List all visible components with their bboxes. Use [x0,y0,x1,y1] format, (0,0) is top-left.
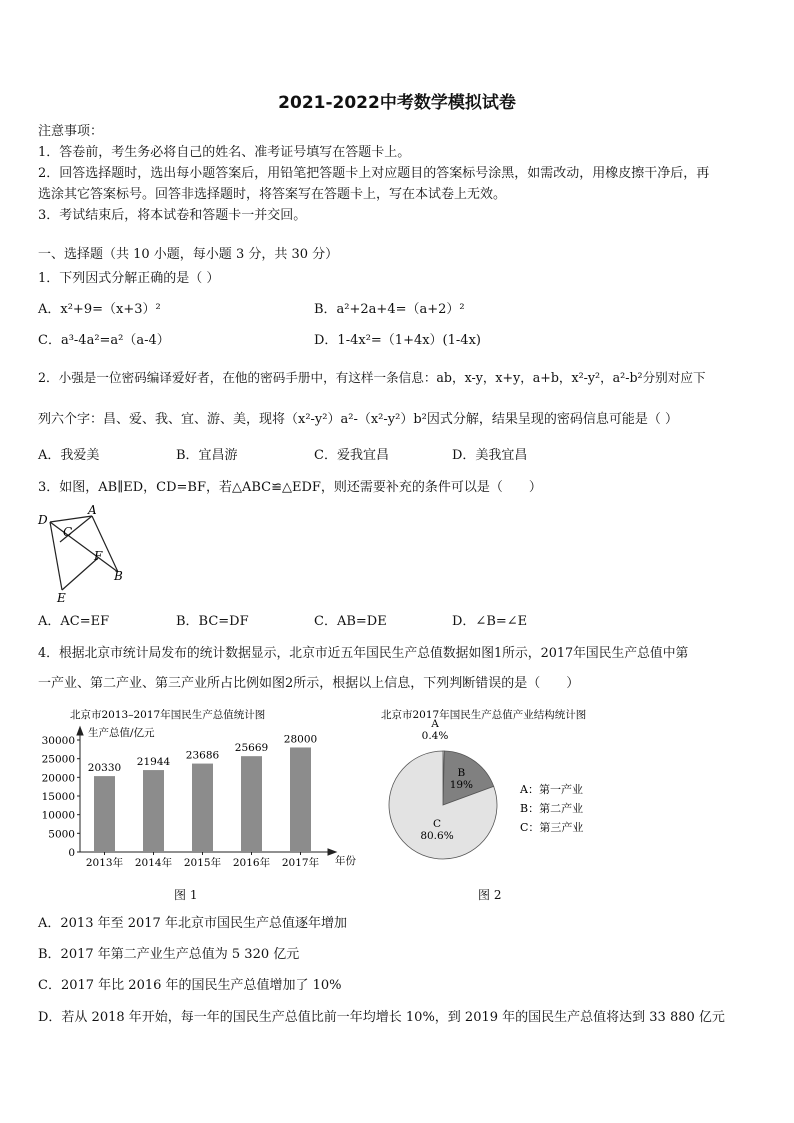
point-label-a: A [88,503,97,517]
x-tick-label: 2013年 [85,857,124,869]
bar-chart-xlabel: 年份 [335,855,356,867]
bar-value-label: 25669 [234,742,269,755]
pie-slice-key: A [431,718,439,730]
page-title: 2021-2022中考数学模拟试卷 [278,93,516,113]
section-heading: 一、选择题（共 10 小题，每小题 3 分，共 30 分） [38,247,339,262]
point-label-b: B [114,569,123,583]
pie-legend-item: B：第二产业 [520,802,584,815]
q3-option-c: C．AB=DE [314,614,387,629]
q1-option-d: D．1-4x²=（1+4x）(1-4x) [314,333,481,348]
y-tick-label: 20000 [41,772,75,785]
q3-geometry-figure [36,502,136,606]
notice-item: 3．考试结束后，将本试卷和答题卡一并交回。 [38,208,307,223]
bar [241,756,262,852]
bar [143,770,164,852]
q4-option-a: A．2013 年至 2017 年北京市国民生产总值逐年增加 [38,916,347,931]
y-tick-label: 0 [68,847,75,859]
notice-item: 1．答卷前，考生务必将自己的姓名、准考证号填写在答题卡上。 [38,145,411,160]
q3-stem: 3．如图，AB∥ED，CD=BF，若△ABC≌△EDF，则还需要补充的条件可以是（ ） [38,480,542,495]
pie-slice-label: 19% [449,779,474,792]
q1-stem: 1．下列因式分解正确的是（ ） [38,271,220,286]
q2-stem-line2: 列六个字：昌、爱、我、宜、游、美，现将（x²-y²）a²-（x²-y²）b²因式分解，结果呈现的密码信息可能是（ ） [38,412,679,427]
y-tick-label: 15000 [41,791,75,803]
y-tick-label: 25000 [41,753,75,766]
bar-chart-title: 北京市2013–2017年国民生产总值统计图 [70,709,266,721]
q2-option-b: B．宜昌游 [176,448,238,463]
q4-stem-line2: 一产业、第二产业、第三产业所占比例如图2所示，根据以上信息，下列判断错误的是（ ） [38,676,580,691]
bar [192,764,213,852]
point-label-d: D [38,513,48,527]
notice-item: 选涂其它答案标号。回答非选择题时，将答案写在答题卡上，写在本试卷上无效。 [38,187,507,202]
q2-option-d: D．美我宜昌 [452,448,528,463]
q1-option-a: A．x²+9=（x+3）² [38,302,161,317]
segment-DE [50,522,62,590]
y-axis-arrow [77,727,83,735]
q1-option-b: B．a²+2a+4=（a+2）² [314,302,465,317]
point-label-c: C [63,525,73,539]
bar-value-label: 20330 [87,762,122,775]
pie-slice-label: 80.6% [420,830,454,842]
segment-DB [50,522,118,572]
q2-option-c: C．爱我宜昌 [314,448,389,463]
bar [290,747,311,852]
pie-legend-item: A：第一产业 [520,783,583,796]
q3-option-b: B．BC=DF [176,614,249,629]
point-label-e: E [57,591,66,605]
x-tick-label: 2014年 [134,857,173,869]
y-tick-label: 30000 [41,735,75,747]
pie-legend-item: C：第三产业 [520,821,584,834]
figure-2-caption: 图 2 [478,888,502,902]
q1-option-c: C．a³-4a²=a²（a-4） [38,333,170,348]
x-tick-label: 2015年 [183,857,222,869]
segment-AB [92,516,118,572]
q3-option-a: A．AC=EF [38,614,110,629]
bar-chart-ylabel: 生产总值/亿元 [88,727,155,739]
point-label-f: F [94,549,103,563]
x-tick-label: 2016年 [232,857,271,869]
q3-option-d: D．∠B=∠E [452,614,528,629]
y-tick-label: 10000 [41,809,75,822]
bar-chart [30,702,370,872]
y-tick-label: 5000 [48,828,75,841]
pie-slice-key: C [432,818,442,830]
bar-value-label: 21944 [136,756,171,769]
q4-option-c: C．2017 年比 2016 年的国民生产总值增加了 10% [38,978,342,993]
q4-option-b: B．2017 年第二产业生产总值为 5 320 亿元 [38,947,300,962]
pie-chart-title: 北京市2017年国民生产总值产业结构统计图 [381,709,587,721]
q2-option-a: A．我爱美 [38,448,100,463]
bar [94,776,115,852]
pie-slice-label: 0.4% [421,730,449,742]
figure-1-caption: 图 1 [174,888,198,902]
pie-chart [378,702,678,872]
q2-stem-line1: 2．小强是一位密码编译爱好者，在他的密码手册中，有这样一条信息：ab，x-y，x+y，a+b，x²-y²，a²-b²分别对应下 [38,370,706,385]
notice-heading: 注意事项： [38,124,104,139]
pie-slice-key: B [457,767,466,780]
q4-stem-line1: 4．根据北京市统计局发布的统计数据显示，北京市近五年国民生产总值数据如图1所示，2017年国民生产总值中第 [38,646,689,661]
notice-item: 2．回答选择题时，选出每小题答案后，用铅笔把答题卡上对应题目的答案标号涂黑，如需改动，用橡皮擦干净后，再 [38,166,710,181]
bar-value-label: 23686 [185,749,220,762]
bar-value-label: 28000 [283,733,318,746]
x-tick-label: 2017年 [281,857,320,869]
q4-option-d: D．若从 2018 年开始，每一年的国民生产总值比前一年均增长 10%，到 2019 年的国民生产总值将达到 33 880 亿元 [38,1010,725,1025]
segment-EF [62,558,98,590]
